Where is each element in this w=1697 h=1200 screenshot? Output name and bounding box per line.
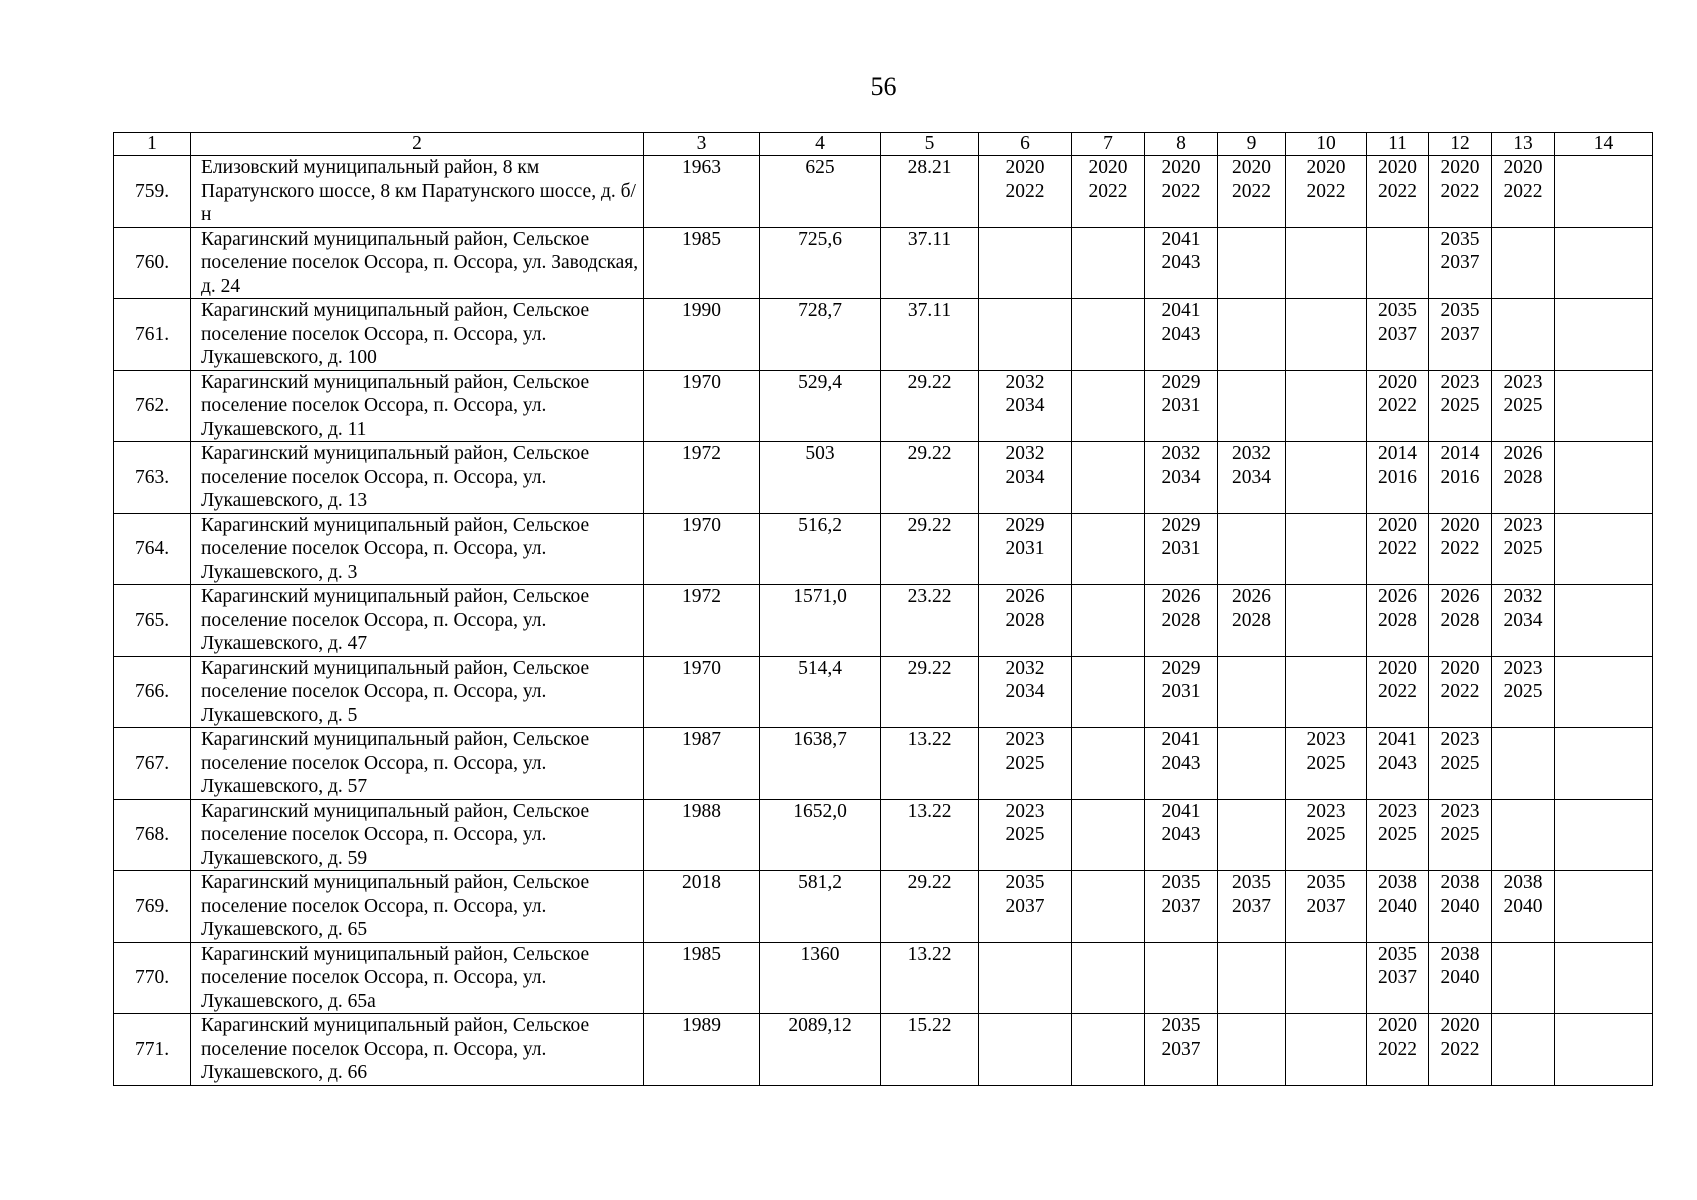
- repair-period-cell: [1218, 1014, 1286, 1086]
- year-built-cell: 1970: [644, 513, 760, 585]
- code-cell: 15.22: [881, 1014, 979, 1086]
- area-cell: 516,2: [760, 513, 881, 585]
- repair-period-cell: 2020 2022: [1218, 156, 1286, 228]
- address-cell: Карагинский муниципальный район, Сельское поселение поселок Оссора, п. Оссора, ул. Заводская, д. 24: [191, 227, 644, 299]
- area-cell: 1652,0: [760, 799, 881, 871]
- row-number-cell: 766.: [114, 656, 191, 728]
- repair-period-cell: 2029 2031: [1145, 656, 1218, 728]
- row-number-cell: 763.: [114, 442, 191, 514]
- address-cell: Карагинский муниципальный район, Сельское поселение поселок Оссора, п. Оссора, ул. Лукашевского, д. 11: [191, 370, 644, 442]
- table-row: [114, 513, 1653, 585]
- row-number-cell: 767.: [114, 728, 191, 800]
- repair-period-cell: 2026 2028: [1429, 585, 1492, 657]
- address-cell: Карагинский муниципальный район, Сельское поселение поселок Оссора, п. Оссора, ул. Лукашевского, д. 65: [191, 871, 644, 943]
- repair-period-cell: 2023 2025: [1286, 728, 1367, 800]
- repair-period-cell: 2023 2025: [1492, 656, 1555, 728]
- repair-period-cell: 2035 2037: [1367, 942, 1429, 1014]
- repair-period-cell: [1218, 799, 1286, 871]
- address-cell: Карагинский муниципальный район, Сельское поселение поселок Оссора, п. Оссора, ул. Лукашевского, д. 59: [191, 799, 644, 871]
- column-header: 12: [1429, 133, 1492, 156]
- repair-period-cell: [1555, 299, 1653, 371]
- repair-period-cell: [1555, 799, 1653, 871]
- page-number: 56: [870, 72, 897, 101]
- repair-period-cell: [1218, 227, 1286, 299]
- repair-period-cell: [1367, 227, 1429, 299]
- repair-period-cell: [1286, 370, 1367, 442]
- year-built-cell: 1990: [644, 299, 760, 371]
- repair-period-cell: [1555, 227, 1653, 299]
- year-built-cell: 1963: [644, 156, 760, 228]
- column-header: 11: [1367, 133, 1429, 156]
- repair-period-cell: [1555, 585, 1653, 657]
- repair-period-cell: [1492, 1014, 1555, 1086]
- repair-period-cell: [1492, 299, 1555, 371]
- repair-period-cell: [1072, 799, 1145, 871]
- repair-period-cell: 2026 2028: [979, 585, 1072, 657]
- repair-period-cell: 2020 2022: [1429, 1014, 1492, 1086]
- repair-period-cell: 2032 2034: [1492, 585, 1555, 657]
- repair-period-cell: [1492, 227, 1555, 299]
- address-cell: Карагинский муниципальный район, Сельское поселение поселок Оссора, п. Оссора, ул. Лукашевского, д. 47: [191, 585, 644, 657]
- repair-period-cell: [1072, 370, 1145, 442]
- column-header: 2: [191, 133, 644, 156]
- repair-period-cell: 2020 2022: [1429, 656, 1492, 728]
- repair-period-cell: 2029 2031: [1145, 370, 1218, 442]
- repair-period-cell: [1555, 1014, 1653, 1086]
- year-built-cell: 1988: [644, 799, 760, 871]
- table-row: [114, 799, 1653, 871]
- repair-period-cell: 2035 2037: [1286, 871, 1367, 943]
- repair-period-cell: [1072, 513, 1145, 585]
- table-row: [114, 656, 1653, 728]
- table-body: [114, 156, 1653, 1086]
- column-header: 7: [1072, 133, 1145, 156]
- code-cell: 29.22: [881, 513, 979, 585]
- repair-period-cell: [1492, 728, 1555, 800]
- area-cell: 728,7: [760, 299, 881, 371]
- repair-period-cell: 2038 2040: [1429, 942, 1492, 1014]
- repair-period-cell: [1555, 370, 1653, 442]
- row-number-cell: 770.: [114, 942, 191, 1014]
- repair-period-cell: [1555, 942, 1653, 1014]
- repair-period-cell: 2032 2034: [979, 442, 1072, 514]
- column-header: 6: [979, 133, 1072, 156]
- repair-period-cell: 2020 2022: [1429, 513, 1492, 585]
- code-cell: 23.22: [881, 585, 979, 657]
- repair-period-cell: 2038 2040: [1492, 871, 1555, 943]
- repair-period-cell: 2032 2034: [1218, 442, 1286, 514]
- year-built-cell: 1970: [644, 656, 760, 728]
- area-cell: 581,2: [760, 871, 881, 943]
- table-row: [114, 156, 1653, 228]
- repair-period-cell: [1286, 1014, 1367, 1086]
- repair-period-cell: 2035 2037: [979, 871, 1072, 943]
- code-cell: 13.22: [881, 799, 979, 871]
- repair-period-cell: [1072, 1014, 1145, 1086]
- repair-period-cell: 2020 2022: [979, 156, 1072, 228]
- year-built-cell: 2018: [644, 871, 760, 943]
- repair-period-cell: [1555, 871, 1653, 943]
- repair-period-cell: 2023 2025: [1429, 728, 1492, 800]
- row-number-cell: 769.: [114, 871, 191, 943]
- repair-period-cell: 2038 2040: [1367, 871, 1429, 943]
- address-cell: Карагинский муниципальный район, Сельское поселение поселок Оссора, п. Оссора, ул. Лукашевского, д. 100: [191, 299, 644, 371]
- column-header: 8: [1145, 133, 1218, 156]
- repair-period-cell: [1072, 656, 1145, 728]
- repair-period-cell: 2020 2022: [1072, 156, 1145, 228]
- repair-period-cell: [1072, 227, 1145, 299]
- repair-period-cell: 2029 2031: [979, 513, 1072, 585]
- repair-period-cell: 2023 2025: [1367, 799, 1429, 871]
- repair-period-cell: 2023 2025: [1429, 799, 1492, 871]
- table-row: [114, 227, 1653, 299]
- code-cell: 13.22: [881, 942, 979, 1014]
- repair-period-cell: 2023 2025: [1492, 513, 1555, 585]
- column-header: 4: [760, 133, 881, 156]
- repair-period-cell: [1492, 799, 1555, 871]
- area-cell: 2089,12: [760, 1014, 881, 1086]
- repair-period-cell: 2023 2025: [1429, 370, 1492, 442]
- repair-period-cell: [1555, 156, 1653, 228]
- row-number-cell: 764.: [114, 513, 191, 585]
- repair-period-cell: [1286, 299, 1367, 371]
- repair-period-cell: 2023 2025: [979, 728, 1072, 800]
- table-row: [114, 370, 1653, 442]
- column-header: 13: [1492, 133, 1555, 156]
- repair-period-cell: 2020 2022: [1145, 156, 1218, 228]
- repair-period-cell: [979, 299, 1072, 371]
- repair-period-cell: 2020 2022: [1367, 656, 1429, 728]
- repair-period-cell: [1286, 513, 1367, 585]
- repair-period-cell: 2026 2028: [1145, 585, 1218, 657]
- row-number-cell: 771.: [114, 1014, 191, 1086]
- code-cell: 13.22: [881, 728, 979, 800]
- repair-period-cell: 2032 2034: [979, 370, 1072, 442]
- year-built-cell: 1985: [644, 227, 760, 299]
- table-row: [114, 585, 1653, 657]
- repair-period-cell: [1218, 370, 1286, 442]
- code-cell: 37.11: [881, 227, 979, 299]
- address-cell: Карагинский муниципальный район, Сельское поселение поселок Оссора, п. Оссора, ул. Лукашевского, д. 57: [191, 728, 644, 800]
- code-cell: 29.22: [881, 871, 979, 943]
- repair-period-cell: [1286, 585, 1367, 657]
- row-number-cell: 768.: [114, 799, 191, 871]
- area-cell: 1638,7: [760, 728, 881, 800]
- repair-period-cell: 2026 2028: [1367, 585, 1429, 657]
- repair-period-cell: [1072, 442, 1145, 514]
- column-header: 9: [1218, 133, 1286, 156]
- code-cell: 29.22: [881, 656, 979, 728]
- row-number-cell: 759.: [114, 156, 191, 228]
- column-header: 5: [881, 133, 979, 156]
- table-row: [114, 442, 1653, 514]
- table-row: [114, 942, 1653, 1014]
- address-cell: Карагинский муниципальный район, Сельское поселение поселок Оссора, п. Оссора, ул. Лукашевского, д. 65а: [191, 942, 644, 1014]
- repair-period-cell: 2041 2043: [1367, 728, 1429, 800]
- repair-period-cell: 2020 2022: [1367, 370, 1429, 442]
- repair-period-cell: 2026 2028: [1492, 442, 1555, 514]
- code-cell: 28.21: [881, 156, 979, 228]
- repair-period-cell: [1218, 942, 1286, 1014]
- area-cell: 1571,0: [760, 585, 881, 657]
- area-cell: 725,6: [760, 227, 881, 299]
- repair-period-cell: [1555, 728, 1653, 800]
- area-cell: 529,4: [760, 370, 881, 442]
- repair-period-cell: [1072, 299, 1145, 371]
- address-cell: Карагинский муниципальный район, Сельское поселение поселок Оссора, п. Оссора, ул. Лукашевского, д. 5: [191, 656, 644, 728]
- repair-period-cell: [1218, 299, 1286, 371]
- area-cell: 503: [760, 442, 881, 514]
- row-number-cell: 760.: [114, 227, 191, 299]
- area-cell: 1360: [760, 942, 881, 1014]
- repair-period-cell: 2020 2022: [1492, 156, 1555, 228]
- repair-period-cell: [979, 227, 1072, 299]
- repair-period-cell: 2023 2025: [979, 799, 1072, 871]
- address-cell: Карагинский муниципальный район, Сельское поселение поселок Оссора, п. Оссора, ул. Лукашевского, д. 13: [191, 442, 644, 514]
- year-built-cell: 1989: [644, 1014, 760, 1086]
- repair-period-cell: 2020 2022: [1429, 156, 1492, 228]
- repair-period-cell: 2035 2037: [1218, 871, 1286, 943]
- column-number-row: [114, 133, 1653, 156]
- repair-period-cell: [1555, 513, 1653, 585]
- repair-period-cell: 2041 2043: [1145, 799, 1218, 871]
- repair-period-cell: 2020 2022: [1367, 156, 1429, 228]
- address-cell: Карагинский муниципальный район, Сельское поселение поселок Оссора, п. Оссора, ул. Лукашевского, д. 3: [191, 513, 644, 585]
- repair-period-cell: 2014 2016: [1367, 442, 1429, 514]
- code-cell: 37.11: [881, 299, 979, 371]
- code-cell: 29.22: [881, 442, 979, 514]
- repair-period-cell: [1286, 656, 1367, 728]
- column-header: 14: [1555, 133, 1653, 156]
- repair-period-cell: 2038 2040: [1429, 871, 1492, 943]
- table-row: [114, 1014, 1653, 1086]
- row-number-cell: 762.: [114, 370, 191, 442]
- address-cell: Елизовский муниципальный район, 8 км Паратунского шоссе, 8 км Паратунского шоссе, д. б/н: [191, 156, 644, 228]
- repair-period-cell: [1072, 585, 1145, 657]
- repair-period-cell: 2041 2043: [1145, 299, 1218, 371]
- area-cell: 514,4: [760, 656, 881, 728]
- repair-period-cell: [1555, 656, 1653, 728]
- repair-period-cell: [1072, 871, 1145, 943]
- repair-period-cell: [1286, 227, 1367, 299]
- year-built-cell: 1987: [644, 728, 760, 800]
- table-row: [114, 871, 1653, 943]
- repair-period-cell: 2020 2022: [1367, 513, 1429, 585]
- repair-period-cell: 2020 2022: [1367, 1014, 1429, 1086]
- repair-period-cell: 2041 2043: [1145, 227, 1218, 299]
- capital-repair-table: [113, 132, 1653, 1086]
- column-header: 1: [114, 133, 191, 156]
- repair-period-cell: [1218, 728, 1286, 800]
- repair-period-cell: [1218, 513, 1286, 585]
- repair-period-cell: 2035 2037: [1429, 299, 1492, 371]
- repair-period-cell: 2023 2025: [1492, 370, 1555, 442]
- repair-period-cell: 2032 2034: [979, 656, 1072, 728]
- address-cell: Карагинский муниципальный район, Сельское поселение поселок Оссора, п. Оссора, ул. Лукашевского, д. 66: [191, 1014, 644, 1086]
- repair-period-cell: [1218, 656, 1286, 728]
- repair-period-cell: [1145, 942, 1218, 1014]
- repair-period-cell: 2035 2037: [1145, 871, 1218, 943]
- repair-period-cell: 2023 2025: [1286, 799, 1367, 871]
- area-cell: 625: [760, 156, 881, 228]
- repair-period-cell: 2026 2028: [1218, 585, 1286, 657]
- row-number-cell: 761.: [114, 299, 191, 371]
- repair-period-cell: 2029 2031: [1145, 513, 1218, 585]
- repair-period-cell: [979, 1014, 1072, 1086]
- table-row: [114, 299, 1653, 371]
- year-built-cell: 1985: [644, 942, 760, 1014]
- repair-period-cell: 2014 2016: [1429, 442, 1492, 514]
- repair-period-cell: [1286, 942, 1367, 1014]
- repair-period-cell: 2020 2022: [1286, 156, 1367, 228]
- repair-period-cell: 2041 2043: [1145, 728, 1218, 800]
- year-built-cell: 1972: [644, 442, 760, 514]
- repair-period-cell: [1492, 942, 1555, 1014]
- repair-period-cell: [979, 942, 1072, 1014]
- year-built-cell: 1972: [644, 585, 760, 657]
- repair-period-cell: [1555, 442, 1653, 514]
- code-cell: 29.22: [881, 370, 979, 442]
- column-header: 10: [1286, 133, 1367, 156]
- repair-period-cell: [1072, 942, 1145, 1014]
- repair-period-cell: 2035 2037: [1145, 1014, 1218, 1086]
- table-row: [114, 728, 1653, 800]
- repair-period-cell: [1286, 442, 1367, 514]
- repair-period-cell: 2032 2034: [1145, 442, 1218, 514]
- repair-period-cell: 2035 2037: [1429, 227, 1492, 299]
- column-header: 3: [644, 133, 760, 156]
- repair-period-cell: 2035 2037: [1367, 299, 1429, 371]
- repair-period-cell: [1072, 728, 1145, 800]
- row-number-cell: 765.: [114, 585, 191, 657]
- year-built-cell: 1970: [644, 370, 760, 442]
